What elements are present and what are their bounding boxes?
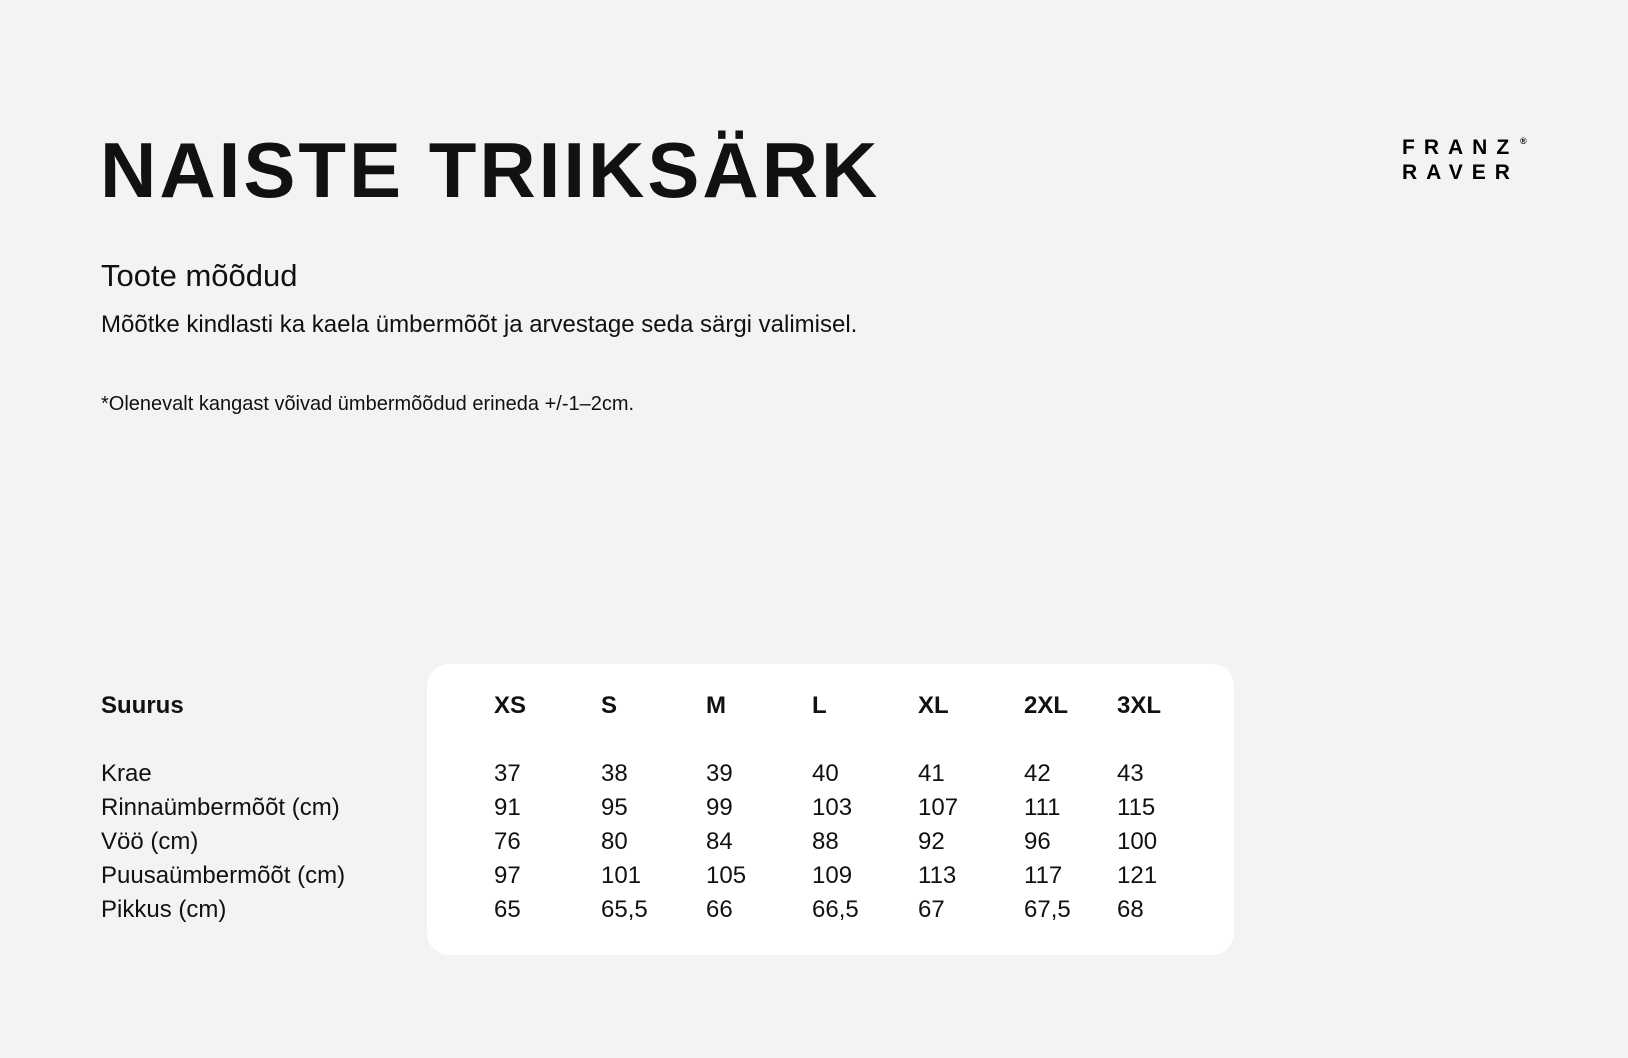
measurement-row-label: Krae xyxy=(101,760,152,787)
measurement-value: 96 xyxy=(1024,828,1051,855)
measurement-value: 68 xyxy=(1117,896,1144,923)
section-subtitle: Toote mõõdud xyxy=(101,258,298,293)
measurement-value: 66 xyxy=(706,896,733,923)
measurement-value: 91 xyxy=(494,794,521,821)
size-column-header: L xyxy=(812,692,827,719)
size-column-header: XL xyxy=(918,692,949,719)
measurement-row-label: Rinnaümbermõõt (cm) xyxy=(101,794,340,821)
measurement-value: 105 xyxy=(706,862,747,889)
measurement-value: 80 xyxy=(601,828,628,855)
measurement-value: 101 xyxy=(601,862,642,889)
measurement-value: 99 xyxy=(706,794,733,821)
measurement-value: 37 xyxy=(494,760,521,787)
page-title: NAISTE TRIIKSÄRK xyxy=(100,126,881,214)
measurement-value: 40 xyxy=(812,760,839,787)
measurement-value: 117 xyxy=(1024,862,1063,889)
size-column-header: M xyxy=(706,692,726,719)
description-text: Mõõtke kindlasti ka kaela ümbermõõt ja arvestage seda särgi valimisel. xyxy=(101,311,858,338)
brand-logo-line-2: RAVER xyxy=(1402,161,1519,184)
measurement-value: 115 xyxy=(1117,794,1156,821)
size-column-header: XS xyxy=(494,692,527,719)
measurement-value: 100 xyxy=(1117,828,1158,855)
measurement-value: 113 xyxy=(918,862,957,889)
measurement-value: 65,5 xyxy=(601,896,648,923)
measurement-row-label: Vöö (cm) xyxy=(101,828,199,855)
measurement-value: 97 xyxy=(494,862,521,889)
measurement-value: 88 xyxy=(812,828,839,855)
measurement-value: 76 xyxy=(494,828,521,855)
size-column-header: 2XL xyxy=(1024,692,1069,719)
measurement-value: 42 xyxy=(1024,760,1051,787)
size-column-header: 3XL xyxy=(1117,692,1162,719)
measurement-value: 111 xyxy=(1024,794,1061,821)
measurement-row-label: Puusaümbermõõt (cm) xyxy=(101,862,346,889)
measurement-value: 38 xyxy=(601,760,628,787)
footnote-text: *Olenevalt kangast võivad ümbermõõdud erineda +/-1–2cm. xyxy=(101,393,635,415)
size-header-label: Suurus xyxy=(101,692,184,719)
measurement-value: 103 xyxy=(812,794,853,821)
measurement-value: 39 xyxy=(706,760,733,787)
measurement-value: 67 xyxy=(918,896,945,923)
measurement-value: 107 xyxy=(918,794,959,821)
brand-logo-line-1: FRANZ xyxy=(1402,136,1519,159)
measurement-value: 41 xyxy=(918,760,945,787)
size-column-header: S xyxy=(601,692,618,719)
measurement-value: 121 xyxy=(1117,862,1158,889)
registered-mark: ® xyxy=(1520,136,1527,146)
measurement-value: 109 xyxy=(812,862,853,889)
measurement-row-label: Pikkus (cm) xyxy=(101,896,227,923)
measurement-value: 43 xyxy=(1117,760,1144,787)
measurement-value: 92 xyxy=(918,828,945,855)
measurement-value: 84 xyxy=(706,828,733,855)
measurement-value: 66,5 xyxy=(812,896,859,923)
measurement-value: 67,5 xyxy=(1024,896,1071,923)
measurement-value: 65 xyxy=(494,896,521,923)
measurement-value: 95 xyxy=(601,794,628,821)
brand-logo xyxy=(1402,135,1527,185)
